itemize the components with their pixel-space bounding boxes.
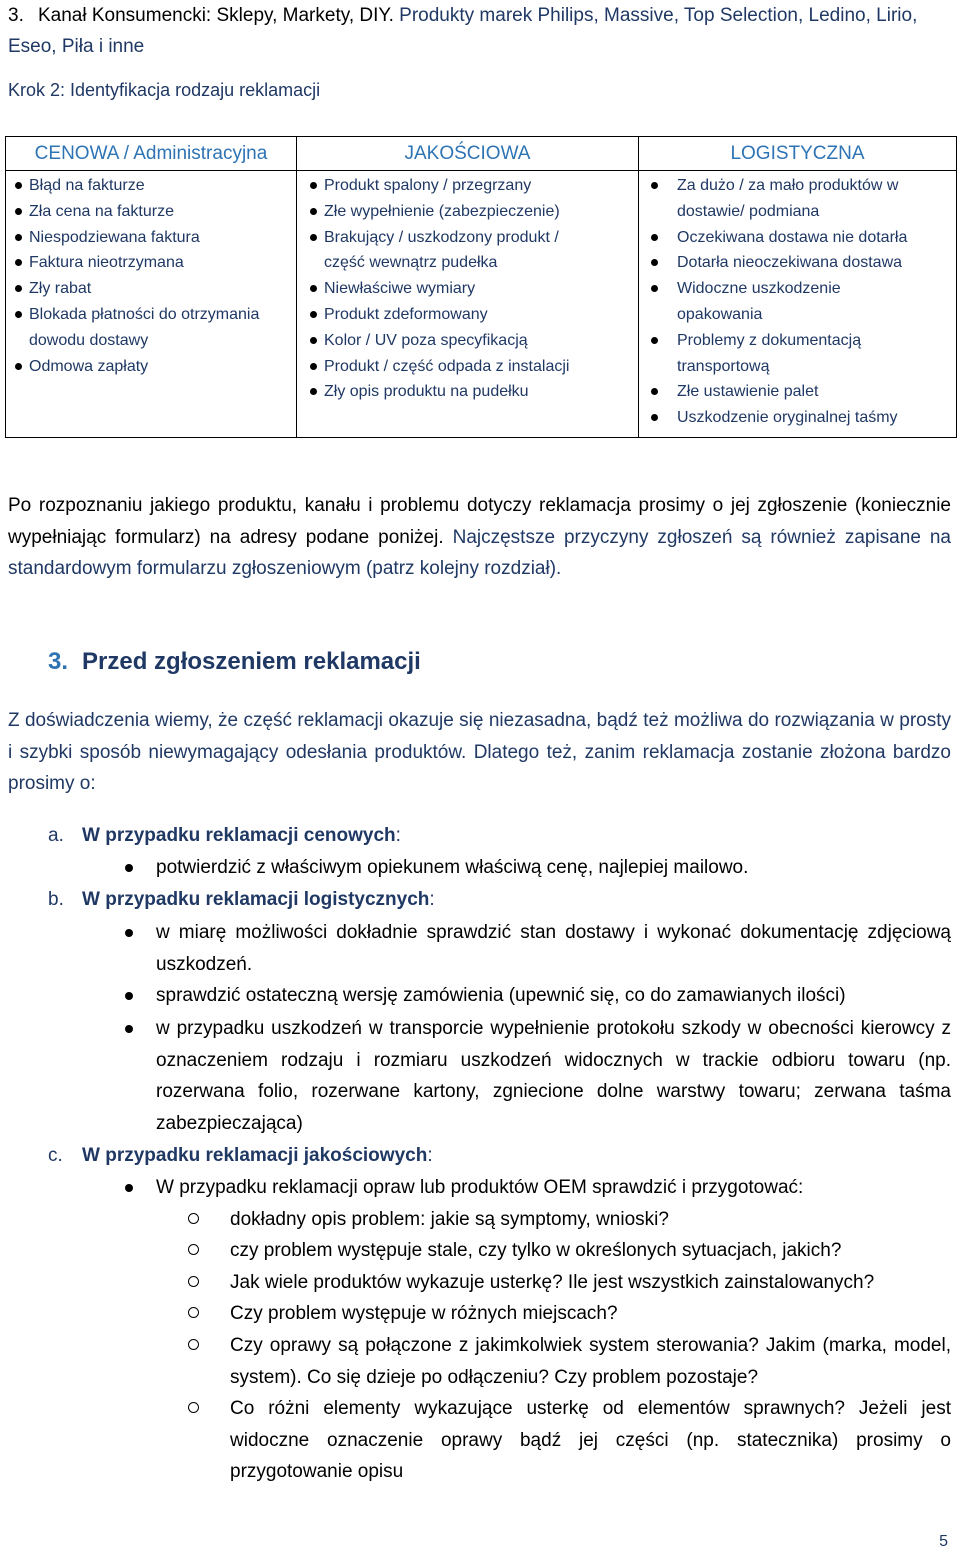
list-item: Faktura nieotrzymana [10, 250, 292, 276]
list-item: Czy problem występuje w różnych miejscach? [230, 1298, 951, 1330]
list-item: w miarę możliwości dokładnie sprawdzić stan dostawy i wykonać dokumentację zdjęciową uszkodzeń. [156, 917, 951, 980]
list-item: w przypadku uszkodzeń w transporcie wypełnienie protokołu szkody w obecności kierowcy z oznaczeniem rodzaju i rozmiaru uszkodzeń widocznych w trackie odbioru towaru (np. rozerwana folio, rozerwane kartony, zgniecione dolne warstwy towaru; zerwana taśma zabezpieczająca) [156, 1013, 951, 1139]
list-item: Kolor / UV poza specyfikacją [305, 328, 634, 354]
sub-letter: a. [48, 825, 64, 846]
step-heading: Krok 2: Identyfikacja rodzaju reklamacji [8, 80, 321, 100]
heading-text-brands: Produkty marek Philips, Massive, Top Selection, Ledino, Lirio, Eseo, Piła i inne [8, 5, 918, 57]
logistyczna-cell [639, 171, 957, 438]
list-item: Zły opis produktu na pudełku [305, 379, 634, 405]
complaint-types-table [5, 136, 957, 438]
list-item: dokładny opis problem: jakie są symptomy, wnioski? [230, 1204, 951, 1236]
list-item: Produkt / część odpada z instalacji [305, 354, 634, 380]
list-item: Odmowa zapłaty [10, 354, 292, 380]
sub-colon: : [395, 825, 401, 846]
section-heading-consumer-channel [8, 0, 938, 62]
header-cenowa: CENOWA / Administracyjna [6, 137, 297, 171]
list-item: Czy oprawy są połączone z jakimkolwiek system sterowania? Jakim (marka, model, system). Co się dzieje po odłączeniu? Czy problem pozostaje? [230, 1330, 951, 1393]
list-item: Produkt spalony / przegrzany [305, 173, 634, 199]
list-item: Uszkodzenie oryginalnej taśmy [643, 405, 952, 431]
page-number: 5 [939, 1533, 948, 1550]
sub-colon: : [427, 1145, 433, 1166]
list-item: Oczekiwana dostawa nie dotarła [643, 225, 952, 251]
list-item: Jak wiele produktów wykazuje usterkę? Ile jest wszystkich zainstalowanych? [230, 1267, 951, 1299]
sub-letter: c. [48, 1145, 63, 1166]
list-item: W przypadku reklamacji opraw lub produktów OEM sprawdzić i przygotować: [156, 1172, 951, 1204]
list-item: Zły rabat [10, 276, 292, 302]
sub-letter: b. [48, 889, 64, 910]
section-title [48, 648, 421, 676]
paragraph-part-blue: Najczęstsze przyczyny zgłoszeń są również zapisane na standardowym formularzu zgłoszeniowym (patrz kolejny rozdział). [8, 526, 951, 579]
list-item: Produkt zdeformowany [305, 302, 634, 328]
paragraph-part: Po rozpoznaniu jakiego produktu, kanału i problemu dotyczy reklamacja prosimy o jej zgłoszenie (koniecznie wypełniając formularz) na adresy podane poniżej. [8, 495, 951, 548]
list-item: Błąd na fakturze [10, 173, 292, 199]
sub-colon: : [429, 889, 435, 910]
subsection-c [48, 1140, 433, 1172]
list-item: Problemy z dokumentacją transportową [643, 328, 952, 380]
intro-paragraph [8, 490, 951, 585]
heading-number: 3. [8, 5, 24, 26]
before-complaint-paragraph: Z doświadczenia wiemy, że część reklamacji okazuje się niezasadna, bądź też możliwa do rozwiązania w prosty i szybki sposób niewymagający odesłania produktów. Dlatego też, zanim reklamacja zostanie złożona bardzo prosimy o: [8, 710, 951, 794]
list-item: Niewłaściwe wymiary [305, 276, 634, 302]
header-logistyczna: LOGISTYCZNA [639, 137, 957, 171]
sub-label: W przypadku reklamacji jakościowych [82, 1145, 428, 1166]
header-jakosciowa: JAKOŚCIOWA [297, 137, 639, 171]
list-item: potwierdzić z właściwym opiekunem właściwą cenę, najlepiej mailowo. [156, 852, 951, 884]
subsection-b [48, 884, 435, 916]
heading-text-main: Kanał Konsumencki: Sklepy, Markety, DIY. [38, 5, 394, 26]
section-title-text: Przed zgłoszeniem reklamacji [82, 648, 421, 675]
sub-label: W przypadku reklamacji cenowych [82, 825, 396, 846]
list-item: sprawdzić ostateczną wersję zamówienia (upewnić się, co do zamawianych ilości) [156, 980, 951, 1012]
jakosciowa-cell [297, 171, 639, 438]
section-number: 3. [48, 648, 69, 675]
list-item: Brakujący / uszkodzony produkt / część wewnątrz pudełka [305, 225, 634, 277]
list-item: Co różni elementy wykazujące usterkę od elementów sprawnych? Jeżeli jest widoczne oznaczenie oprawy bądź jej części (np. statecznika) prosimy o przygotowanie opisu [230, 1393, 951, 1488]
list-item: Za dużo / za mało produktów w dostawie/ podmiana [643, 173, 952, 225]
list-item: czy problem występuje stale, czy tylko w określonych sytuacjach, jakich? [230, 1235, 951, 1267]
list-item: Blokada płatności do otrzymania dowodu dostawy [10, 302, 292, 354]
subsection-a [48, 820, 401, 852]
list-item: Dotarła nieoczekiwana dostawa [643, 250, 952, 276]
list-item: Złe ustawienie palet [643, 379, 952, 405]
list-item: Niespodziewana faktura [10, 225, 292, 251]
list-item: Widoczne uszkodzenie opakowania [643, 276, 952, 328]
sub-label: W przypadku reklamacji logistycznych [82, 889, 430, 910]
list-item: Złe wypełnienie (zabezpieczenie) [305, 199, 634, 225]
list-item: Zła cena na fakturze [10, 199, 292, 225]
cenowa-cell [6, 171, 297, 438]
